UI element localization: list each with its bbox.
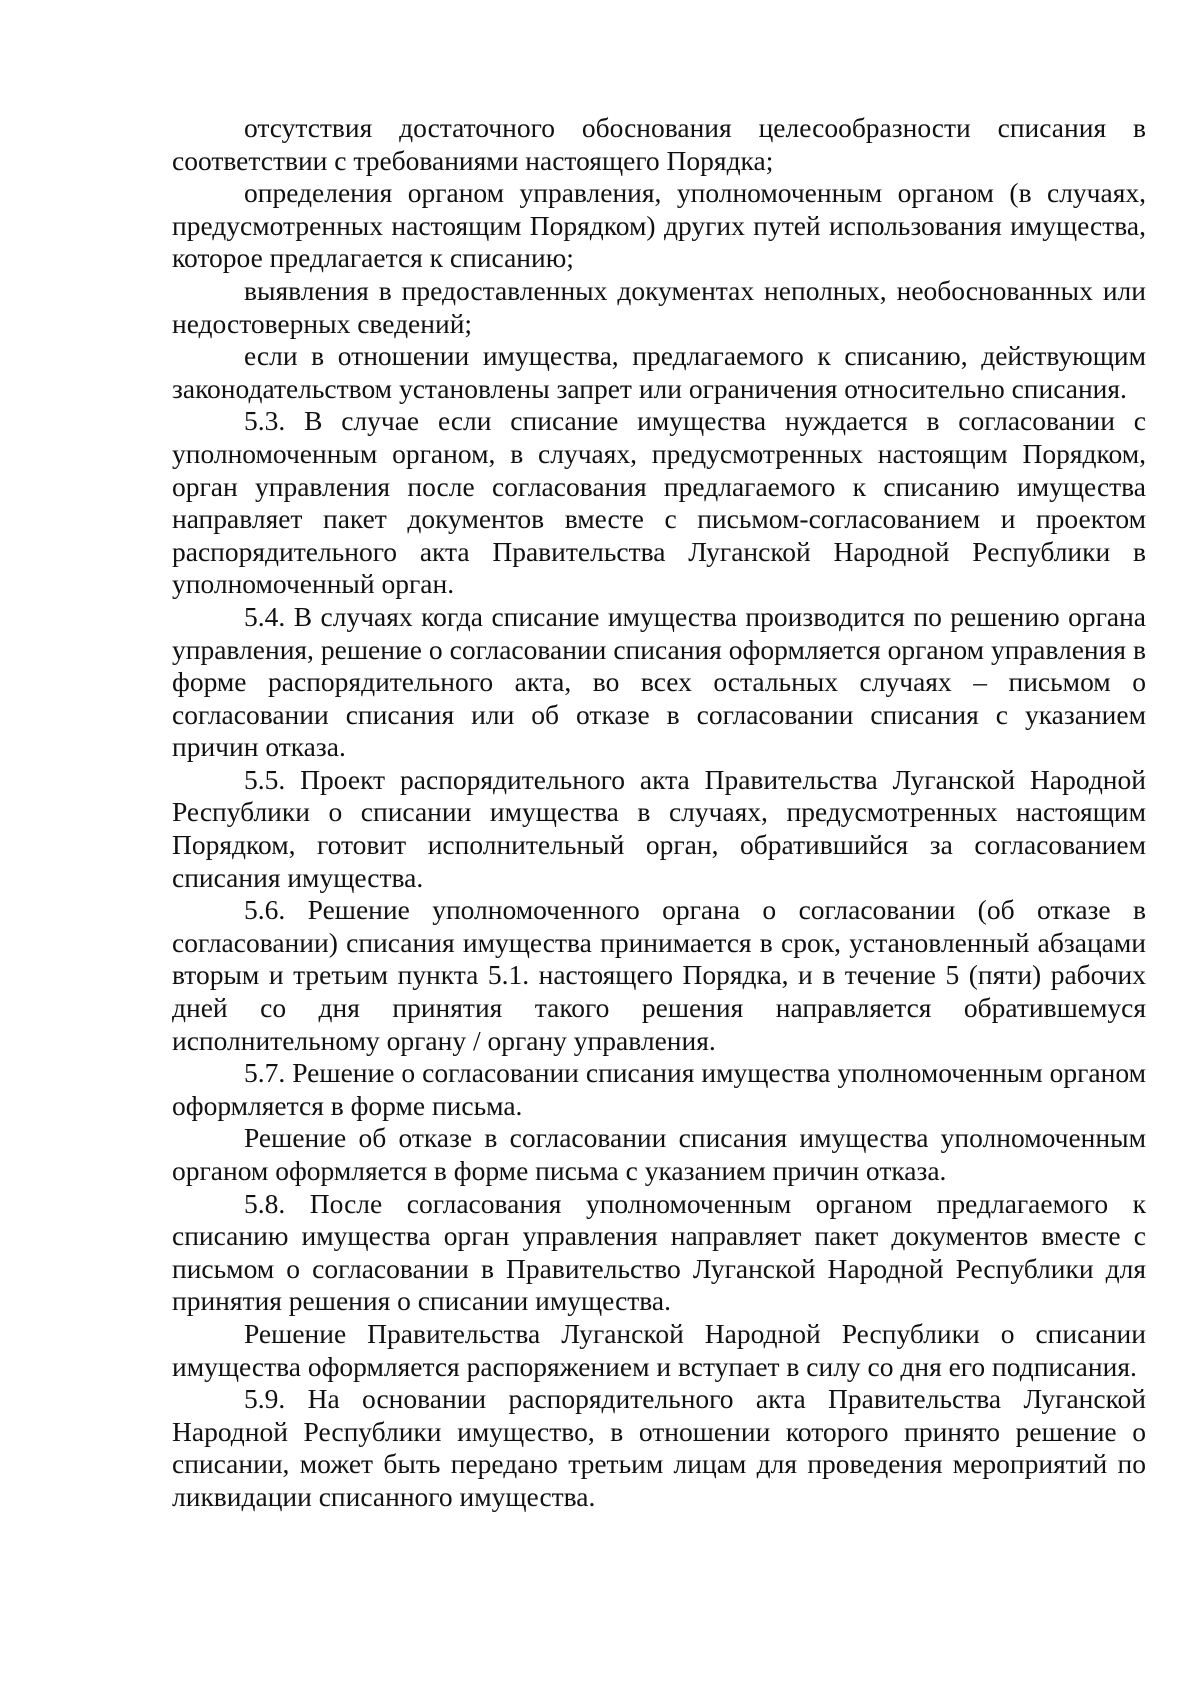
clause-5-4: 5.4. В случаях когда списание имущества производится по решению органа управления, решение о согласовании списания оформляется органом управления в форме распорядительного акта, во всех остальных случаях – письмом о согласовании списания или об отказе в согласовании списания с указанием причин отказа.: [172, 600, 1146, 763]
clause-5-7: 5.7. Решение о согласовании списания имущества уполномоченным органом оформляется в форме письма.: [172, 1057, 1146, 1121]
clause-5-7-refusal: Решение об отказе в согласовании списания имущества уполномоченным органом оформляется в форме письма с указанием причин отказа.: [172, 1122, 1146, 1186]
clause-5-5: 5.5. Проект распорядительного акта Правительства Луганской Народной Республики о списании имущества в случаях, предусмотренных настоящим Порядком, готовит исполнительный орган, обратившийся за согласованием списания имущества.: [172, 763, 1146, 893]
clause-5-9: 5.9. На основании распорядительного акта Правительства Луганской Народной Республики имущество, в отношении которого принято решение о списании, может быть передано третьим лицам для проведения мероприятий по ликвидации списанного имущества.: [172, 1383, 1146, 1512]
paragraph-other-uses: определения органом управления, уполномоченным органом (в случаях, предусмотренных настоящим Порядком) других путей использования имущества, которое предлагается к списанию;: [172, 177, 1146, 274]
paragraph-legal-restrictions: если в отношении имущества, предлагаемого к списанию, действующим законодательством установлены запрет или ограничения относительно списания.: [172, 340, 1146, 404]
clause-5-3: 5.3. В случае если списание имущества нуждается в согласовании с уполномоченным органом, в случаях, предусмотренных настоящим Порядком, орган управления после согласования предлагаемого к списанию имущества направляет пакет документов вместе с письмом-согласованием и проектом распорядительного акта Правительства Луганской Народной Республики в уполномоченный орган.: [172, 405, 1146, 600]
paragraph-insufficient-justification: отсутствия достаточного обоснования целесообразности списания в соответствии с требованиями настоящего Порядка;: [172, 112, 1146, 176]
clause-5-6: 5.6. Решение уполномоченного органа о согласовании (об отказе в согласовании) списания имущества принимается в срок, установленный абзацами вторым и третьим пункта 5.1. настоящего Порядка, и в течение 5 (пяти) рабочих дней со дня принятия такого решения направляется обратившемуся исполнительному органу / органу управления.: [172, 894, 1146, 1056]
clause-5-8: 5.8. После согласования уполномоченным органом предлагаемого к списанию имущества орган управления направляет пакет документов вместе с письмом о согласовании в Правительство Луганской Народной Республики для принятия решения о списании имущества.: [172, 1187, 1146, 1317]
clause-5-8-government-decision: Решение Правительства Луганской Народной Республики о списании имущества оформляется распоряжением и вступает в силу со дня его подписания.: [172, 1317, 1146, 1382]
paragraph-incomplete-documents: выявления в предоставленных документах неполных, необоснованных или недостоверных сведений;: [172, 274, 1146, 339]
document-page: [172, 112, 1146, 1514]
